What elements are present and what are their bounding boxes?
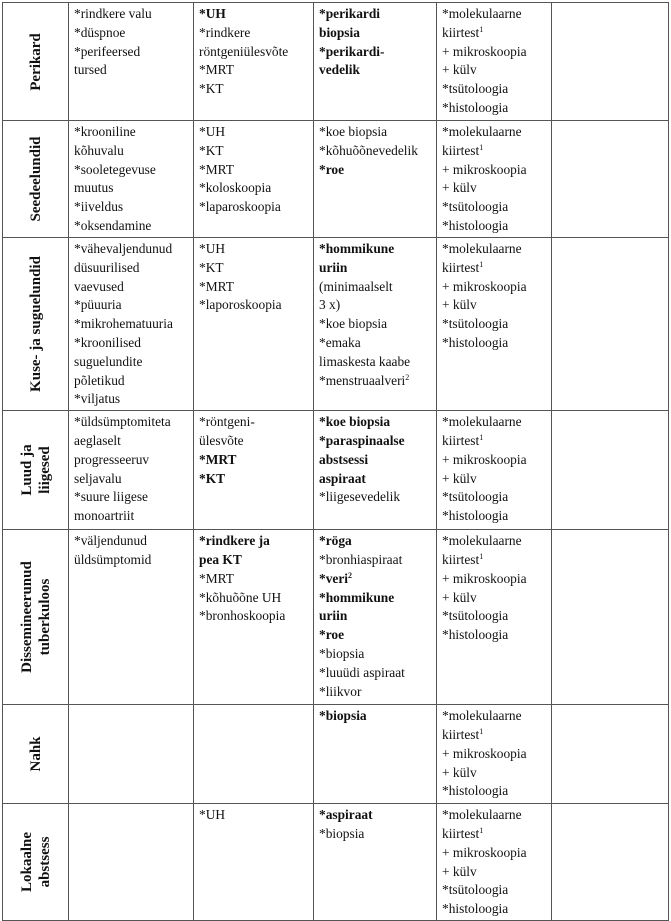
cell-line: *menstruaalveri$^2$ [319, 372, 410, 388]
cell-line: aeglaselt [74, 432, 121, 448]
cell-line: vaevused [74, 278, 124, 294]
cell-line: + mikroskoopia [442, 570, 527, 586]
row-header-line: liigesed [36, 446, 53, 494]
table-row [3, 3, 669, 121]
row-header [3, 411, 69, 530]
cell-line: *vähevaljendunud [74, 241, 173, 256]
cell-line: *molekulaarne [442, 124, 522, 139]
specimen-cell [314, 121, 437, 238]
cell-line: *molekulaarne [442, 807, 522, 823]
cell-line: *krooniline [74, 124, 136, 139]
cell-line: vedelik [319, 62, 360, 78]
cell-line: + mikroskoopia [442, 844, 527, 860]
cell-line: + mikroskoopia [442, 451, 527, 467]
cell-line: + külv [442, 297, 477, 313]
symptoms-cell [69, 530, 194, 705]
cell-line: *koe biopsia [319, 124, 388, 139]
cell-line: kiirtest$^1$ [442, 726, 484, 742]
cell-line: *histoloogia [442, 99, 509, 115]
cell-line: *MRT [199, 451, 237, 467]
cell-line: *kõhuõõnevedelik [319, 142, 418, 158]
symptoms-cell [69, 411, 194, 530]
cell-line: *KT [199, 259, 224, 275]
footnote-marker: 1 [479, 726, 484, 736]
cell-line: + külv [442, 180, 477, 196]
row-header [3, 238, 69, 411]
cell-line: kiirtest$^1$ [442, 432, 484, 448]
cell-line: düsuurilised [74, 259, 140, 275]
cell-line: *histoloogia [442, 901, 509, 917]
cell-line: *aspiraat [319, 807, 373, 823]
cell-line: *KT [199, 81, 224, 97]
table-row [3, 705, 669, 804]
empty-cell [552, 530, 669, 705]
row-header-line: Perikard [27, 32, 44, 91]
cell-line: *mikrohematuuria [74, 316, 173, 332]
diagnostics-table [2, 2, 669, 921]
cell-line: *UH [199, 807, 226, 823]
empty-cell [552, 804, 669, 921]
cell-line: põletikud [74, 372, 125, 388]
footnote-marker: 1 [479, 259, 484, 269]
cell-line: *sooletegevuse [74, 161, 156, 177]
cell-line: *iiveldus [74, 199, 124, 215]
cell-line: *veri$^2$ [319, 570, 352, 586]
cell-line: (minimaalselt [319, 278, 393, 294]
row-header-line: Kuse- ja suguelundid [27, 256, 44, 393]
cell-line: *biopsia [319, 825, 365, 841]
cell-line: aspiraat [319, 470, 366, 486]
imaging-cell [194, 411, 314, 530]
cell-line: suguelundite [74, 353, 143, 369]
row-header-label [27, 136, 45, 221]
cell-line: *koe biopsia [319, 414, 391, 430]
table-row [3, 121, 669, 238]
cell-line: uriin [319, 259, 348, 275]
cell-line: *molekulaarne [442, 708, 522, 724]
cell-line: monoartriit [74, 508, 135, 524]
cell-line: *liikvor [319, 683, 362, 699]
specimen-cell [314, 411, 437, 530]
row-header-label [18, 445, 54, 496]
cell-line: *molekulaarne [442, 533, 522, 549]
row-header [3, 530, 69, 705]
cell-line: *biopsia [319, 708, 367, 724]
row-header-line: Seedeelundid [27, 136, 44, 222]
cell-line: kiirtest$^1$ [442, 551, 484, 567]
tests-cell [437, 3, 552, 121]
cell-line: *MRT [199, 570, 234, 586]
footnote-marker: 2 [348, 570, 352, 580]
cell-line: abstsessi [319, 451, 369, 467]
cell-line: muutus [74, 180, 114, 196]
tests-cell [437, 530, 552, 705]
cell-line: + mikroskoopia [442, 278, 527, 294]
cell-line: *biopsia [319, 645, 365, 661]
symptoms-cell [69, 238, 194, 411]
cell-line: *perikardi- [319, 43, 385, 59]
cell-line: *histoloogia [442, 334, 509, 350]
cell-line: *rindkere valu [74, 6, 152, 21]
cell-line: ülesvõte [199, 432, 244, 448]
cell-line: *histoloogia [442, 783, 509, 799]
tests-cell [437, 804, 552, 921]
cell-line: *UH [199, 124, 226, 139]
cell-line: *koe biopsia [319, 316, 388, 332]
cell-line: *rindkere [199, 24, 251, 40]
cell-line: *väljendunud [74, 533, 147, 549]
row-header-line: Dissemineerunud [18, 561, 35, 674]
cell-line: *UH [199, 241, 226, 256]
row-header [3, 804, 69, 921]
specimen-cell [314, 804, 437, 921]
cell-line: + külv [442, 62, 477, 78]
cell-line: *histoloogia [442, 627, 509, 643]
cell-line: *düspnoe [74, 24, 126, 40]
footnote-marker: 1 [479, 142, 484, 152]
empty-cell [552, 705, 669, 804]
row-header-label [18, 561, 54, 673]
tests-cell [437, 121, 552, 238]
footnote-marker: 1 [479, 825, 484, 835]
footnote-marker: 1 [479, 24, 484, 34]
cell-line: *MRT [199, 278, 234, 294]
cell-line: tursed [74, 62, 107, 78]
imaging-cell [194, 804, 314, 921]
cell-line: *luuüdi aspiraat [319, 664, 405, 680]
cell-line: + külv [442, 470, 477, 486]
cell-line: *MRT [199, 62, 234, 78]
cell-line: *hommikune [319, 589, 395, 605]
row-header-line: Luud ja [18, 444, 35, 496]
cell-line: *tsütoloogia [442, 199, 509, 215]
specimen-cell [314, 705, 437, 804]
cell-line: kõhuvalu [74, 142, 124, 158]
cell-line: *KT [199, 142, 224, 158]
cell-line: *röga [319, 533, 352, 549]
cell-line: *roe [319, 627, 345, 643]
cell-line: *UH [199, 6, 226, 21]
row-header-label [27, 33, 45, 91]
cell-line: *laparoskoopia [199, 199, 281, 215]
row-header [3, 3, 69, 121]
cell-line: *tsütoloogia [442, 608, 509, 624]
cell-line: uriin [319, 608, 348, 624]
footnote-marker: 2 [405, 372, 410, 382]
symptoms-cell [69, 121, 194, 238]
cell-line: *KT [199, 470, 226, 486]
empty-cell [552, 238, 669, 411]
row-header-line: tuberkuloos [36, 578, 53, 656]
symptoms-cell [69, 705, 194, 804]
cell-line: *MRT [199, 161, 234, 177]
imaging-cell [194, 3, 314, 121]
symptoms-cell [69, 804, 194, 921]
cell-line: *bronhoskoopia [199, 608, 286, 624]
cell-line: *tsütoloogia [442, 882, 509, 898]
specimen-cell [314, 3, 437, 121]
cell-line: *hommikune [319, 241, 395, 256]
cell-line: kiirtest$^1$ [442, 24, 484, 40]
cell-line: *püuuria [74, 297, 122, 313]
cell-line: *rindkere ja [199, 533, 270, 549]
table-row [3, 530, 669, 705]
cell-line: *laporoskoopia [199, 297, 282, 313]
cell-line: *liigesevedelik [319, 489, 401, 505]
cell-line: *histoloogia [442, 217, 509, 233]
cell-line: *üldsümptomiteta [74, 414, 171, 430]
cell-line: *suure liigese [74, 489, 149, 505]
cell-line: + külv [442, 764, 477, 780]
cell-line: *oksendamine [74, 217, 152, 233]
cell-line: kiirtest$^1$ [442, 825, 484, 841]
imaging-cell [194, 705, 314, 804]
cell-line: *viljatus [74, 391, 121, 407]
cell-line: biopsia [319, 24, 360, 40]
cell-line: kiirtest$^1$ [442, 142, 484, 158]
tests-cell [437, 705, 552, 804]
footnote-marker: 1 [479, 551, 484, 561]
footnote-marker: 1 [479, 432, 484, 442]
cell-line: 3 x) [319, 297, 341, 313]
cell-line: limaskesta kaabe [319, 353, 411, 369]
cell-line: *koloskoopia [199, 180, 272, 196]
cell-line: *bronhiaspiraat [319, 551, 403, 567]
imaging-cell [194, 238, 314, 411]
cell-line: *paraspinaalse [319, 432, 405, 448]
table-row [3, 804, 669, 921]
cell-line: kiirtest$^1$ [442, 259, 484, 275]
cell-line: + külv [442, 589, 477, 605]
cell-line: + mikroskoopia [442, 745, 527, 761]
imaging-cell [194, 530, 314, 705]
row-header-line: Lokaalne [18, 832, 35, 893]
cell-line: *roe [319, 161, 345, 177]
cell-line: *kõhuõõne UH [199, 589, 282, 605]
table-row [3, 411, 669, 530]
cell-line: *molekulaarne [442, 414, 522, 430]
cell-line: *molekulaarne [442, 6, 522, 21]
cell-line: *molekulaarne [442, 241, 522, 256]
cell-line: röntgeniülesvõte [199, 43, 289, 59]
cell-line: progresseeruv [74, 451, 150, 467]
row-header-label [27, 256, 45, 392]
row-header-label [27, 737, 45, 772]
symptoms-cell [69, 3, 194, 121]
row-header [3, 121, 69, 238]
specimen-cell [314, 530, 437, 705]
cell-line: *kroonilised [74, 334, 141, 350]
cell-line: + mikroskoopia [442, 43, 527, 59]
row-header-line: Nahk [27, 736, 44, 772]
row-header-label [18, 832, 54, 892]
cell-line: üldsümptomid [74, 551, 152, 567]
row-header [3, 705, 69, 804]
imaging-cell [194, 121, 314, 238]
cell-line: *tsütoloogia [442, 316, 509, 332]
cell-line: + külv [442, 863, 477, 879]
table-row [3, 238, 669, 411]
cell-line: pea KT [199, 551, 242, 567]
cell-line: *perifeersed [74, 43, 141, 59]
cell-line: seljavalu [74, 470, 122, 486]
cell-line: *tsütoloogia [442, 489, 509, 505]
cell-line: *emaka [319, 334, 361, 350]
empty-cell [552, 121, 669, 238]
empty-cell [552, 411, 669, 530]
cell-line: *histoloogia [442, 508, 509, 524]
tests-cell [437, 411, 552, 530]
cell-line: *perikardi [319, 6, 381, 21]
cell-line: *tsütoloogia [442, 81, 509, 97]
cell-line: + mikroskoopia [442, 161, 527, 177]
row-header-line: abstsess [36, 836, 53, 888]
empty-cell [552, 3, 669, 121]
tests-cell [437, 238, 552, 411]
specimen-cell [314, 238, 437, 411]
cell-line: *röntgeni- [199, 414, 255, 430]
